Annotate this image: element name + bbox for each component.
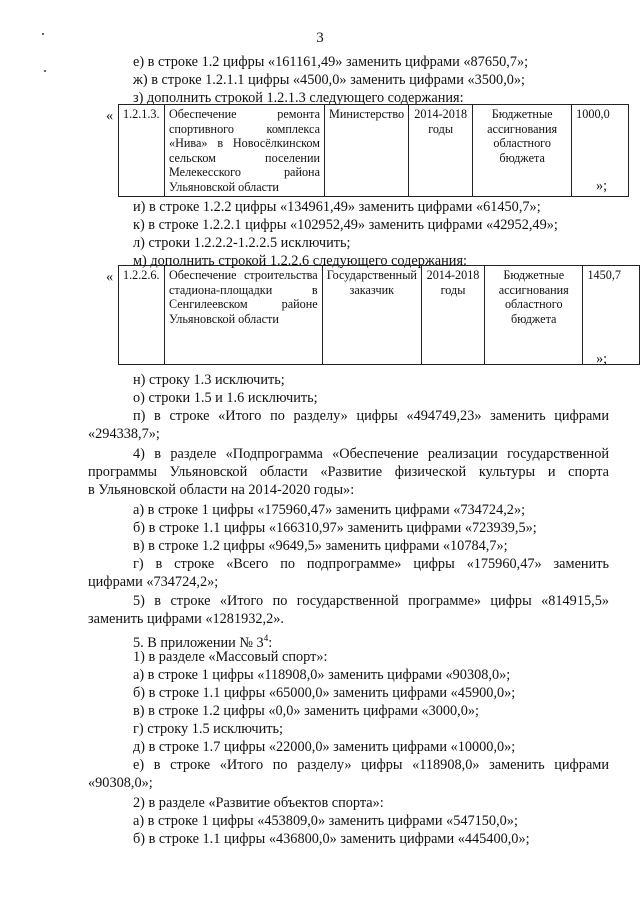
amendment-line-a3: а) в строке 1 цифры «453809,0» заменить цифрами «547150,0»;: [133, 813, 518, 829]
amendment-line-z: з) дополнить строкой 1.2.1.3 следующего содержания:: [133, 90, 464, 106]
amendment-line-o: о) строки 1.5 и 1.6 исключить;: [133, 390, 318, 406]
row-amount: 1450,7: [583, 266, 640, 365]
table2-open-quote: «: [106, 269, 114, 285]
subsection-2-heading: 2) в разделе «Развитие объектов спорта»:: [133, 795, 384, 811]
row-number: 1.2.1.3.: [119, 105, 165, 197]
table-row-1-2-1-3: [118, 104, 629, 197]
item-5-superscript: 4: [263, 633, 269, 643]
amendment-line-g2: г) строку 1.5 исключить;: [133, 721, 283, 737]
amendment-para-g-line1: г) в строке «Всего по подпрограмме» цифры «175960,47» заменить: [133, 556, 609, 572]
row-executor: Государственный заказчик: [322, 266, 421, 365]
scan-speck: [42, 33, 44, 35]
amendment-line-i: и) в строке 1.2.2 цифры «134961,49» заменить цифрами «61450,7»;: [133, 199, 541, 215]
amendment-line-d2: д) в строке 1.7 цифры «22000,0» заменить цифрами «10000,0»;: [133, 739, 516, 755]
amendment-para-g-line2: цифрами «734724,2»;: [88, 574, 219, 590]
amendment-line-b2: б) в строке 1.1 цифры «65000,0» заменить цифрами «45900,0»;: [133, 685, 516, 701]
section-4-line2: программы Ульяновской области «Развитие физической культуры и спорта: [88, 464, 609, 480]
table1-open-quote: «: [106, 108, 114, 124]
amendment-line-n: н) строку 1.3 исключить;: [133, 372, 285, 388]
section-4-line1: 4) в разделе «Подпрограмма «Обеспечение реализации государственной: [133, 446, 609, 462]
item-5-prefix: 5. В приложении № 3: [133, 634, 264, 651]
row-number: 1.2.2.6.: [119, 266, 165, 365]
row-source: Бюджетные ассигнования областного бюджета: [473, 105, 572, 197]
table2-close-quote: »;: [596, 351, 608, 367]
subsection-1-heading: 1) в разделе «Массовый спорт»:: [133, 649, 328, 665]
amendment-para-e-line2: «90308,0»;: [88, 775, 153, 791]
section-4-line3: в Ульяновской области на 2014-2020 годы»:: [88, 482, 355, 498]
row-name: Обеспечение строительства стадиона-площадки в Сенгилеевском районе Ульяновской области: [164, 266, 322, 365]
section-5-line1: 5) в строке «Итого по государственной программе» цифры «814915,5»: [133, 593, 609, 609]
amendment-line-zh: ж) в строке 1.2.1.1 цифры «4500,0» заменить цифрами «3500,0»;: [133, 72, 526, 88]
amendment-line-v: в) в строке 1.2 цифры «9649,5» заменить цифрами «10784,7»;: [133, 538, 508, 554]
page-number: 3: [316, 30, 324, 46]
row-name: Обеспечение ремонта спортивного комплекса «Нива» в Новосёлкинском сельском поселении Мелекесского района Ульяновской области: [165, 105, 325, 197]
row-executor: Министерство: [325, 105, 409, 197]
table-row-1-2-2-6: [118, 265, 640, 365]
amendment-line-l: л) строки 1.2.2.2-1.2.2.5 исключить;: [133, 235, 351, 251]
amendment-para-p-line1: п) в строке «Итого по разделу» цифры «494749,23» заменить цифрами: [133, 408, 609, 424]
amendment-line-m: м) дополнить строкой 1.2.2.6 следующего содержания:: [133, 253, 467, 269]
amendment-para-p-line2: «294338,7»;: [88, 426, 160, 442]
amendment-line-k: к) в строке 1.2.2.1 цифры «102952,49» заменить цифрами «42952,49»;: [133, 217, 558, 233]
scan-speck: [44, 70, 46, 72]
section-5-line2: заменить цифрами «1281932,2».: [88, 611, 284, 627]
amendment-line-e: е) в строке 1.2 цифры «161161,49» заменить цифрами «87650,7»;: [133, 54, 529, 70]
amendment-line-a2: а) в строке 1 цифры «118908,0» заменить цифрами «90308,0»;: [133, 667, 511, 683]
row-source: Бюджетные ассигнования областного бюджета: [485, 266, 583, 365]
amendment-para-e-line1: е) в строке «Итого по разделу» цифры «118908,0» заменить цифрами: [133, 757, 609, 773]
row-amount: 1000,0: [572, 105, 629, 197]
amendment-line-b: б) в строке 1.1 цифры «166310,97» заменить цифрами «723939,5»;: [133, 520, 537, 536]
table1-close-quote: »;: [596, 178, 608, 194]
amendment-line-v2: в) в строке 1.2 цифры «0,0» заменить цифрами «3000,0»;: [133, 703, 480, 719]
row-years: 2014-2018 годы: [409, 105, 473, 197]
amendment-line-a: а) в строке 1 цифры «175960,47» заменить цифрами «734724,2»;: [133, 502, 526, 518]
amendment-line-b3: б) в строке 1.1 цифры «436800,0» заменить цифрами «445400,0»;: [133, 831, 530, 847]
row-years: 2014-2018 годы: [421, 266, 484, 365]
item-5-suffix: :: [268, 634, 273, 651]
